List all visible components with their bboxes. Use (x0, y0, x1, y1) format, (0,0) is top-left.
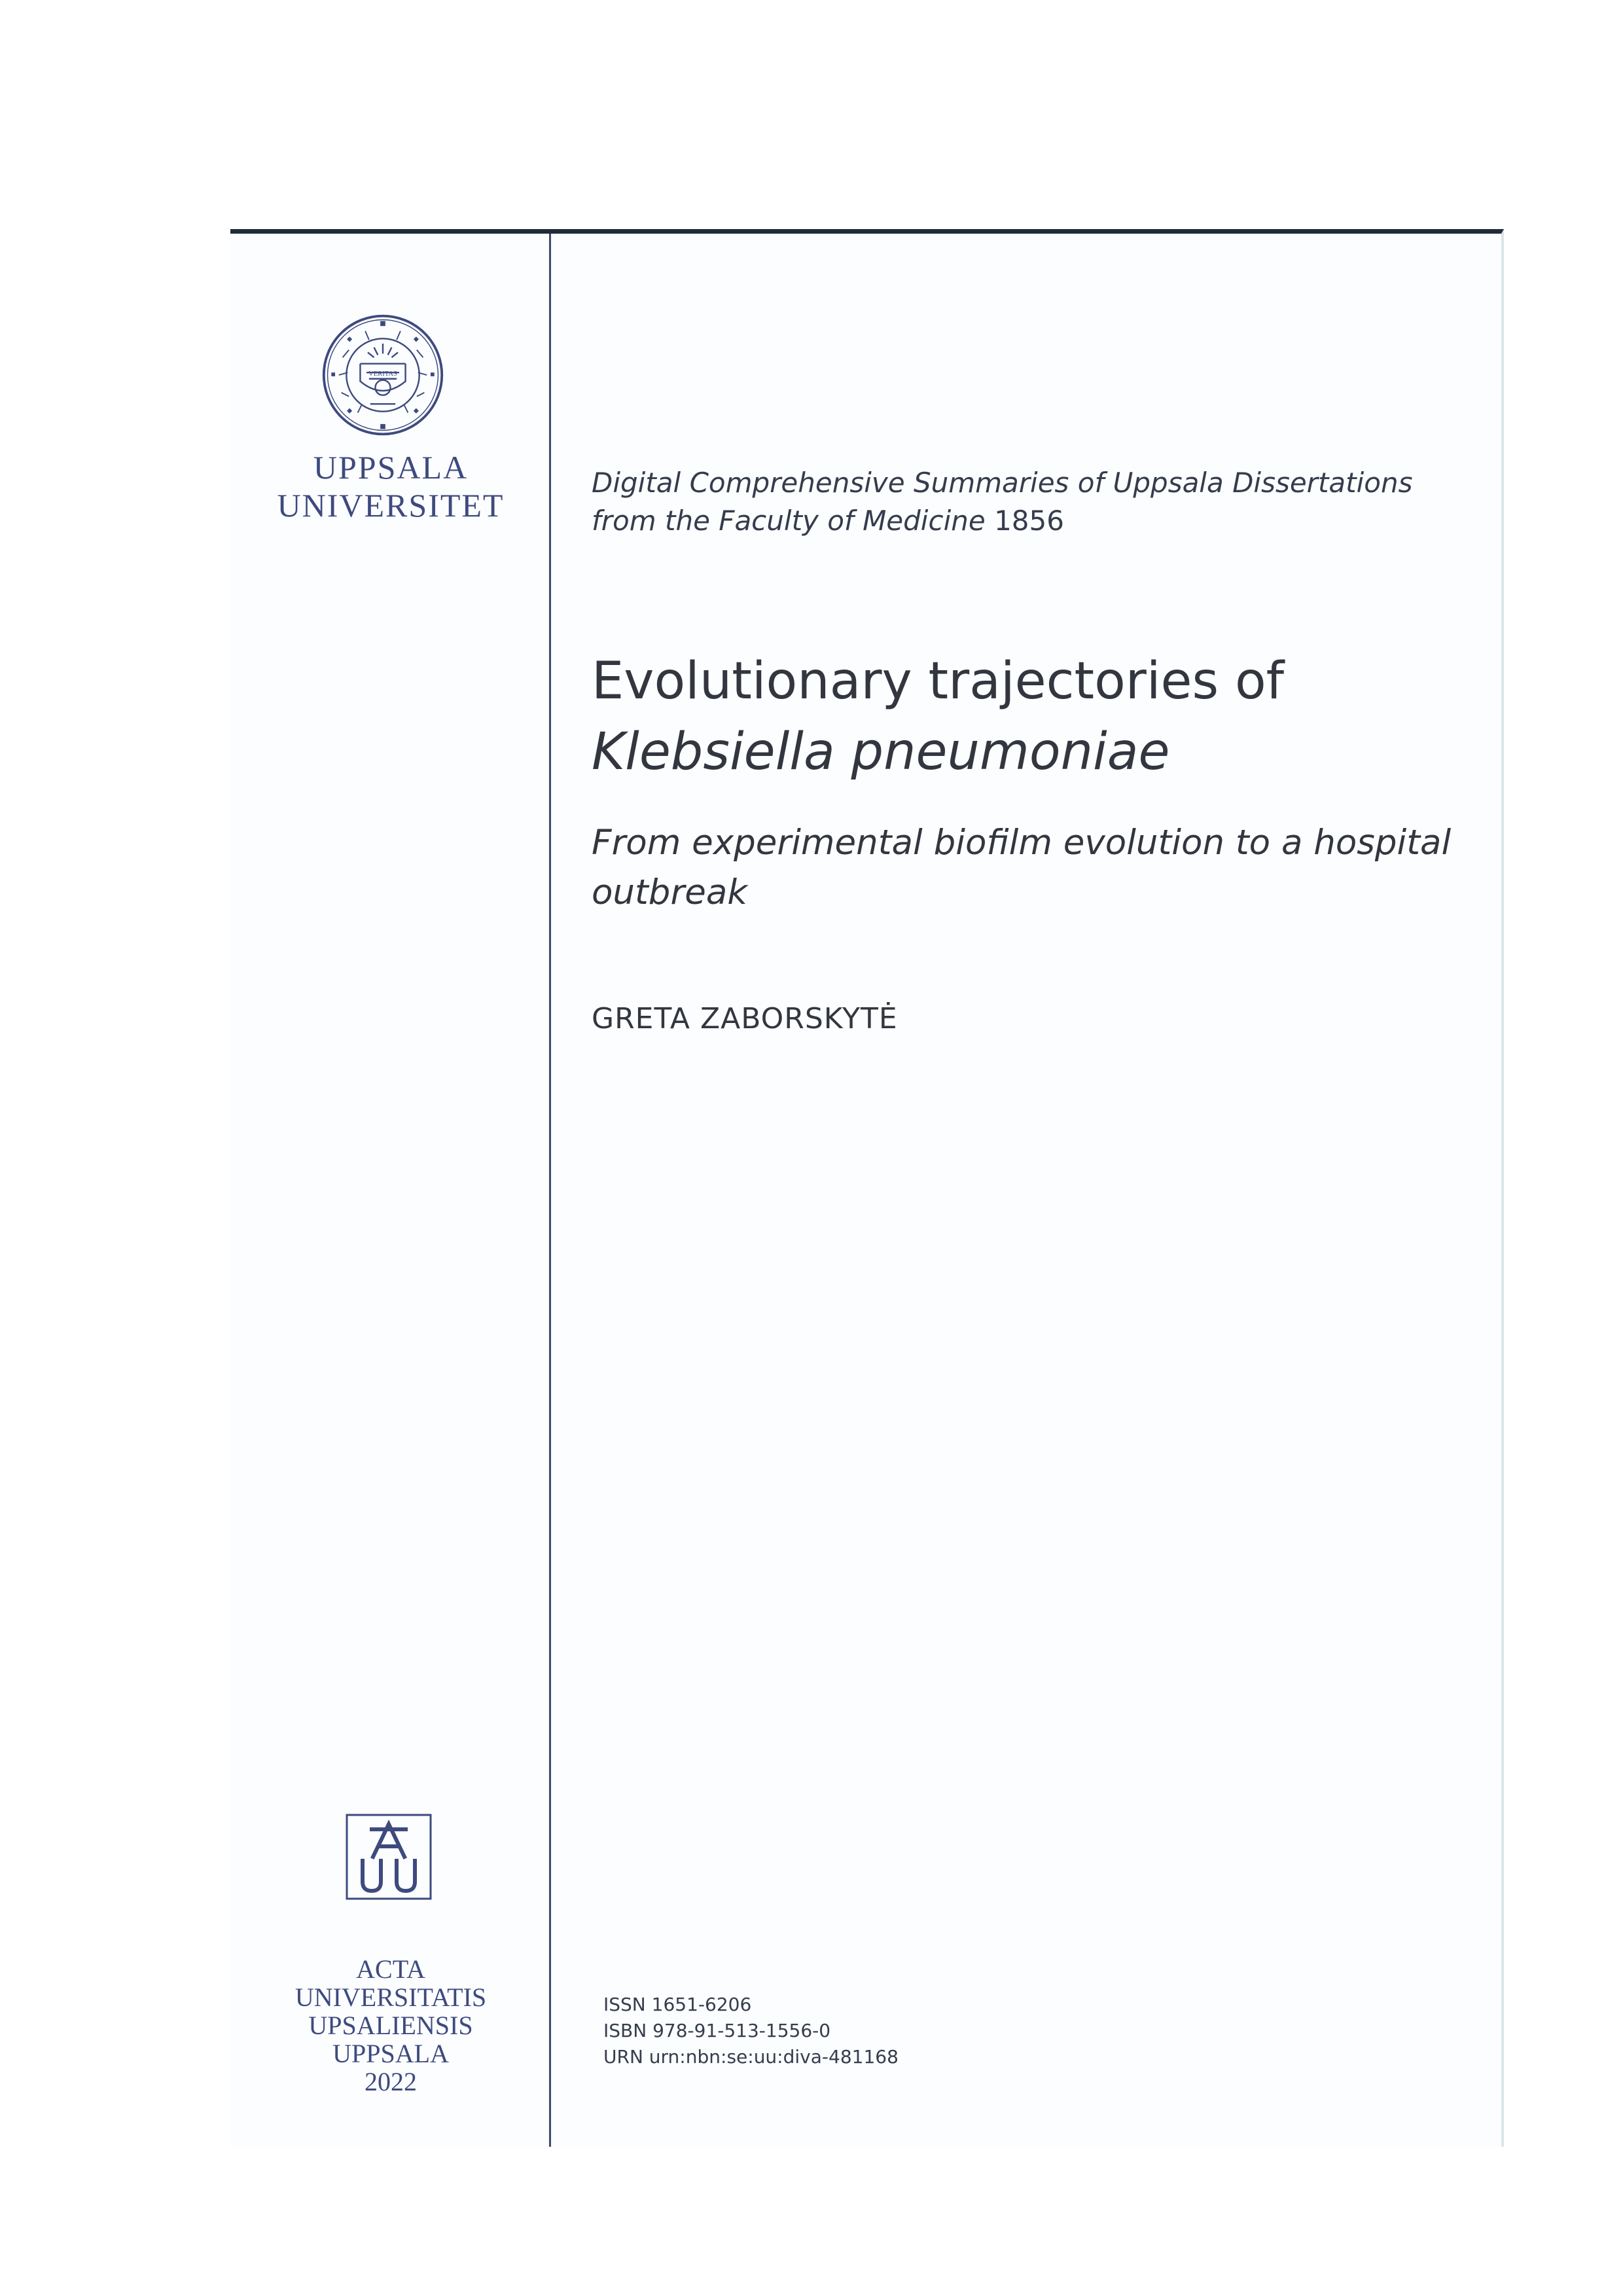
urn: URN urn:nbn:se:uu:diva-481168 (603, 2046, 899, 2068)
publication-year: 2022 (365, 2067, 417, 2096)
issn: ISSN 1651-6206 (603, 1994, 752, 2015)
identifiers-block (603, 1992, 899, 2070)
university-name-line2: UNIVERSITET (277, 487, 505, 524)
svg-text:VERITAS: VERITAS (368, 370, 397, 378)
author-name: GRETA ZABORSKYTĖ (592, 1002, 898, 1035)
title-line2: Klebsiella pneumoniae (592, 723, 1170, 781)
acta-uu-logo-icon (346, 1814, 432, 1900)
subtitle: From experimental biofilm evolution to a hospital outbreak (592, 823, 1452, 912)
publisher-line3: UPSALIENSIS (308, 2011, 473, 2040)
series-line2 (592, 502, 1412, 540)
left-panel (230, 234, 551, 2147)
university-name-line1: UPPSALA (313, 449, 469, 486)
publisher-block (230, 1955, 551, 2096)
isbn: ISBN 978-91-513-1556-0 (603, 2020, 831, 2041)
publisher-line2: UNIVERSITATIS (294, 1982, 487, 2012)
series-number: 1856 (994, 505, 1064, 537)
page-title (592, 646, 1284, 787)
series-line1: Digital Comprehensive Summaries of Uppsala Dissertations (592, 467, 1413, 499)
cover-page (230, 229, 1504, 2147)
publisher-line4: UPPSALA (332, 2039, 449, 2068)
uppsala-university-seal-icon (320, 312, 446, 438)
publisher-line1: ACTA (356, 1954, 425, 1984)
title-line1: Evolutionary trajectories of (592, 652, 1285, 711)
series-statement (592, 464, 1412, 540)
series-line2-prefix: from the Faculty of Medicine (592, 505, 986, 537)
